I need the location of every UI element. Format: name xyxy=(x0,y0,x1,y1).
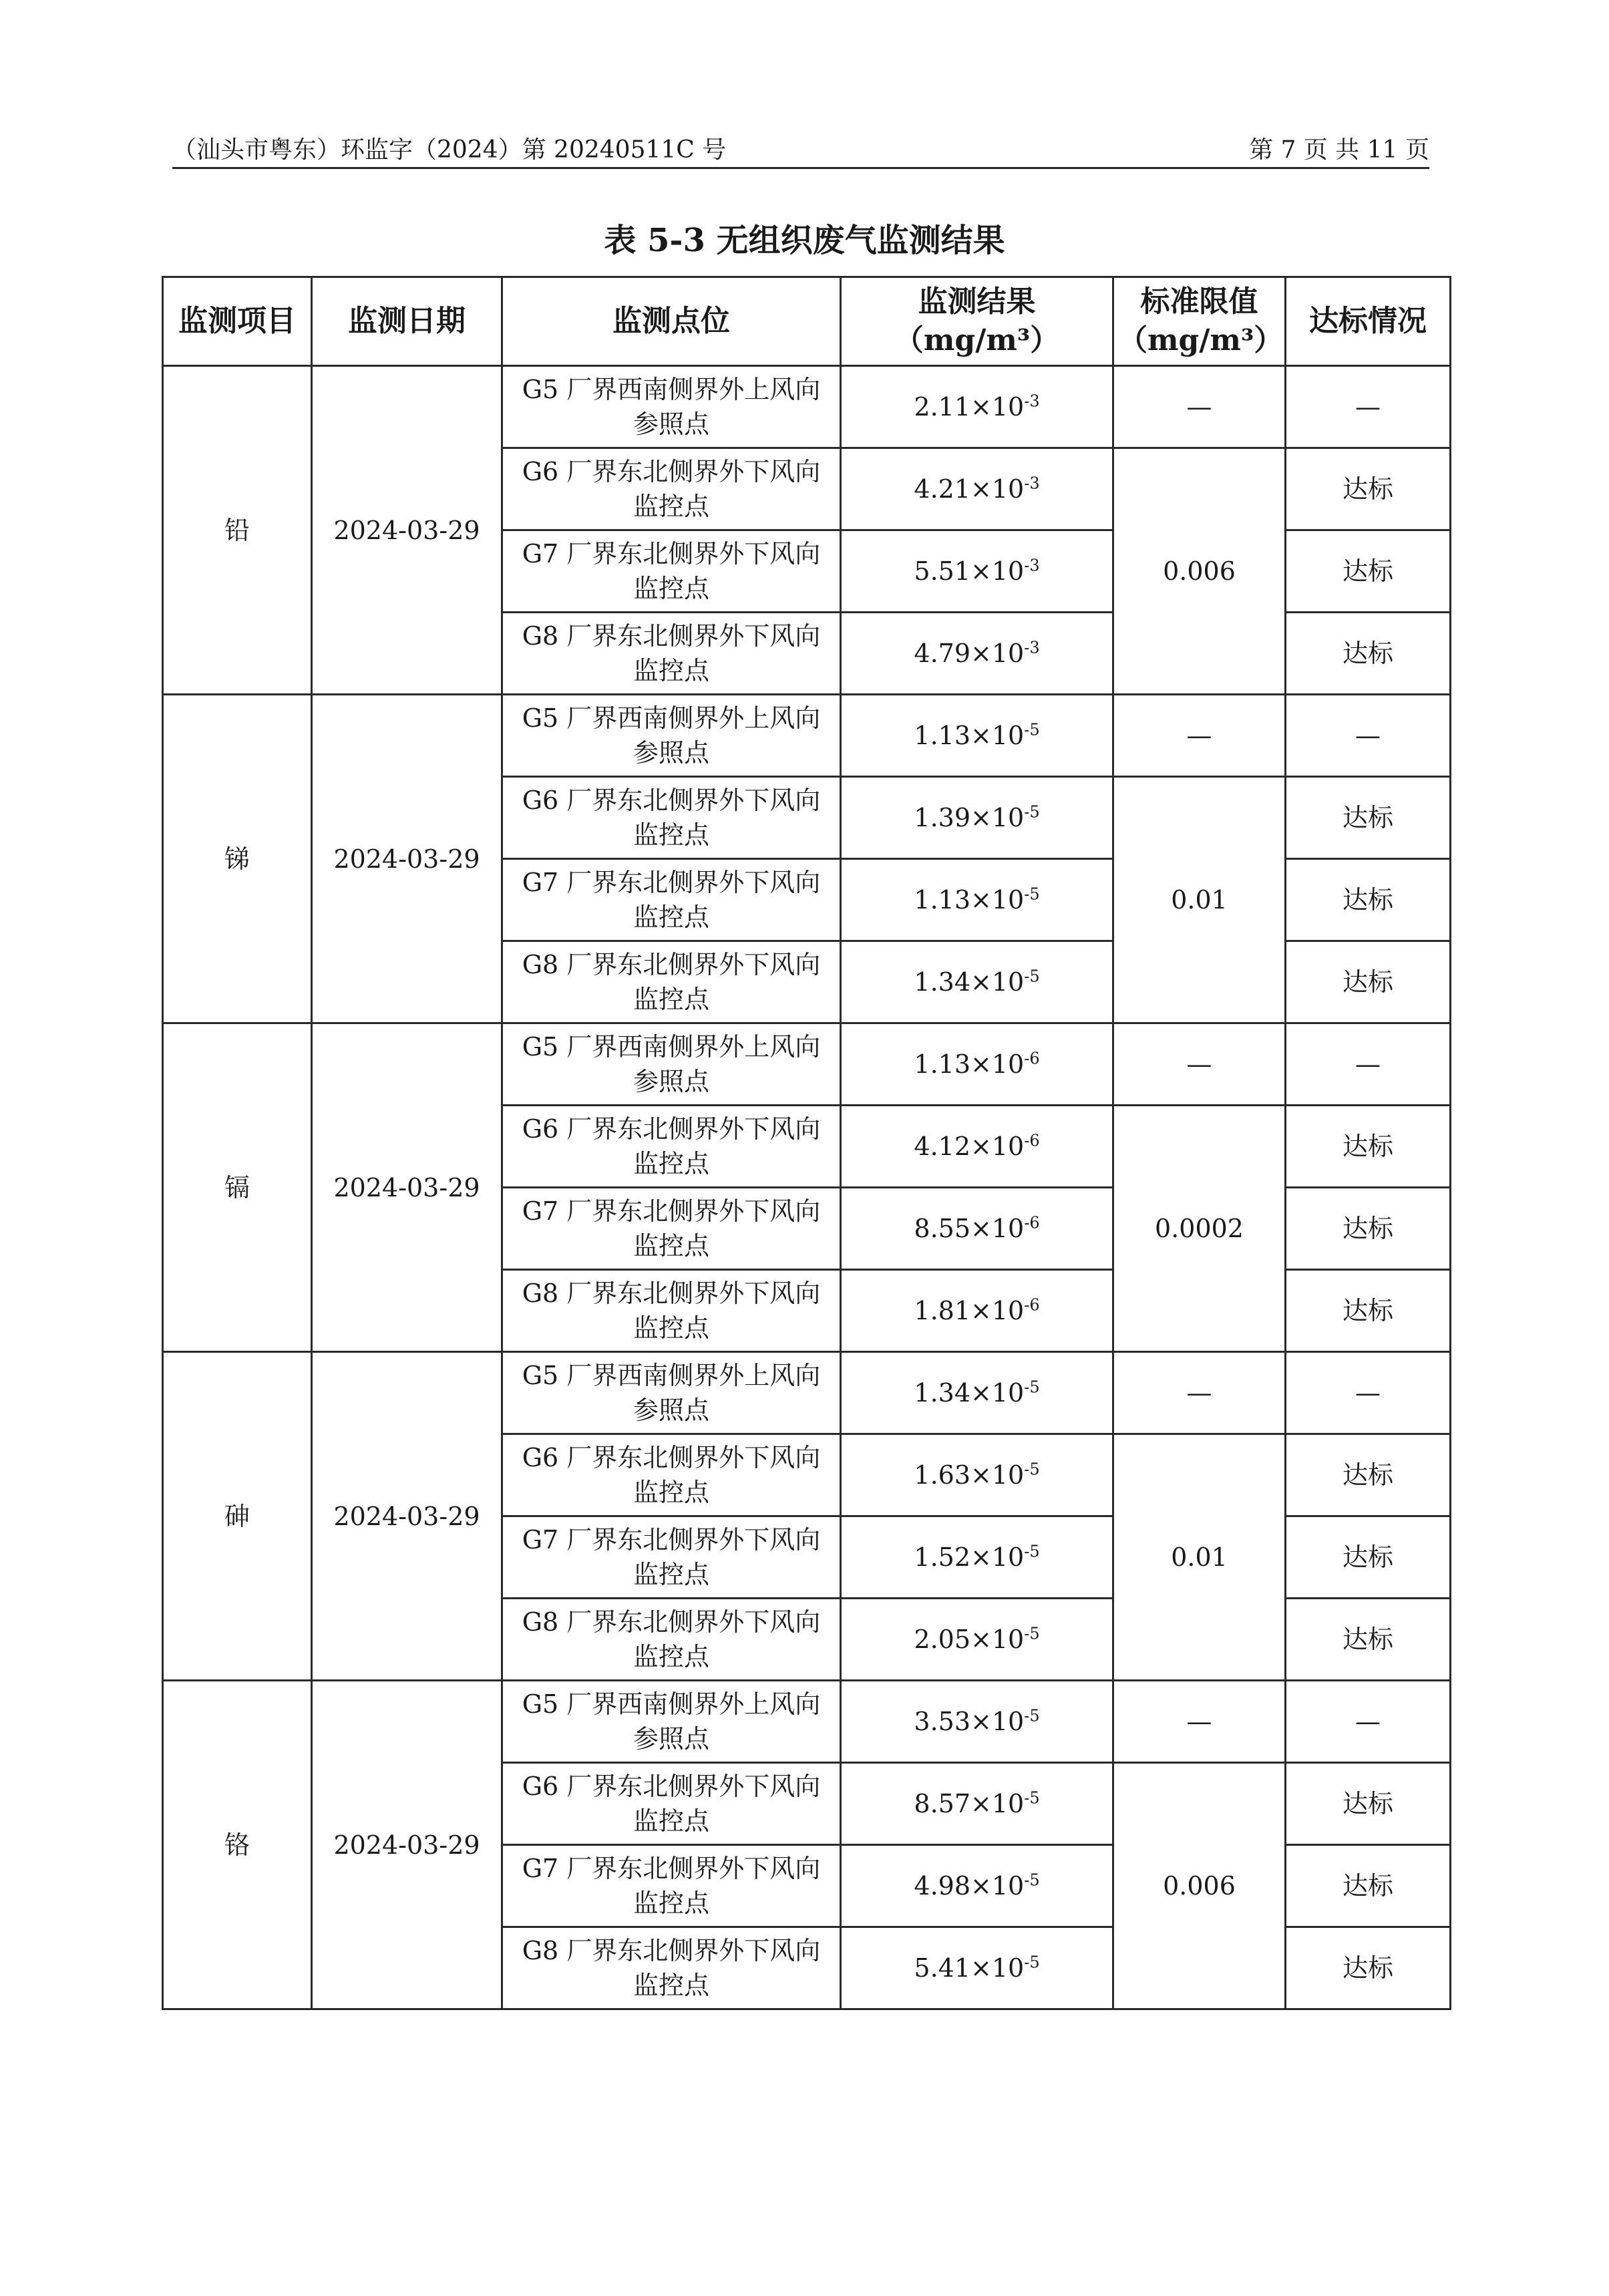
result-exponent: -5 xyxy=(1024,1788,1040,1808)
result-cell xyxy=(841,1023,1113,1106)
result-cell xyxy=(841,613,1113,695)
result-exponent: -3 xyxy=(1024,474,1040,493)
location-text: G7 厂界东北侧界外下风向监控点 xyxy=(522,1525,821,1589)
status-cell: 达标 xyxy=(1286,941,1451,1023)
location-text: G7 厂界东北侧界外下风向监控点 xyxy=(522,1196,821,1261)
limit-cell: — xyxy=(1113,1681,1286,1763)
result-cell xyxy=(841,941,1113,1023)
location-cell xyxy=(502,1270,841,1352)
item-cell: 镉 xyxy=(163,1023,312,1352)
location-text: G6 厂界东北侧界外下风向监控点 xyxy=(522,457,821,521)
result-cell xyxy=(841,366,1113,448)
status-cell: — xyxy=(1286,1352,1451,1434)
result-exponent: -6 xyxy=(1024,1213,1040,1233)
result-mantissa: 1.81×10 xyxy=(914,1296,1025,1325)
limit-cell: 0.006 xyxy=(1113,1763,1286,2009)
result-cell xyxy=(841,1434,1113,1516)
result-cell xyxy=(841,695,1113,777)
location-cell xyxy=(502,1845,841,1927)
location-text: G8 厂界东北侧界外下风向监控点 xyxy=(522,1279,821,1343)
result-mantissa: 1.13×10 xyxy=(914,721,1025,750)
result-exponent: -5 xyxy=(1024,1706,1040,1726)
result-cell xyxy=(841,1599,1113,1681)
limit-cell: 0.006 xyxy=(1113,448,1286,695)
table-title: 表 5-3 无组织废气监测结果 xyxy=(604,222,1005,259)
status-cell: 达标 xyxy=(1286,1188,1451,1270)
location-cell xyxy=(502,613,841,695)
result-mantissa: 5.51×10 xyxy=(914,556,1025,586)
location-cell xyxy=(502,1681,841,1763)
results-table xyxy=(162,276,1451,2010)
status-cell: 达标 xyxy=(1286,1927,1451,2009)
location-text: G6 厂界东北侧界外下风向监控点 xyxy=(522,1114,821,1178)
limit-cell: — xyxy=(1113,366,1286,448)
result-exponent: -3 xyxy=(1024,638,1040,657)
location-cell xyxy=(502,1188,841,1270)
result-cell xyxy=(841,1845,1113,1927)
result-exponent: -5 xyxy=(1024,884,1040,904)
location-cell xyxy=(502,1023,841,1106)
location-text: G8 厂界东北侧界外下风向监控点 xyxy=(522,621,821,685)
column-header-result-line1: 监测结果 xyxy=(918,285,1036,319)
limit-cell: — xyxy=(1113,695,1286,777)
document-number: （汕头市粤东）环监字（2024）第 20240511C 号 xyxy=(172,136,727,164)
status-cell: 达标 xyxy=(1286,530,1451,613)
location-cell xyxy=(502,530,841,613)
result-cell xyxy=(841,859,1113,941)
limit-cell: 0.0002 xyxy=(1113,1106,1286,1352)
column-header-limit xyxy=(1113,277,1286,366)
status-cell: 达标 xyxy=(1286,613,1451,695)
location-text: G7 厂界东北侧界外下风向监控点 xyxy=(522,539,821,603)
column-header-limit-line1: 标准限值 xyxy=(1140,285,1258,319)
result-mantissa: 4.21×10 xyxy=(914,474,1025,504)
result-exponent: -5 xyxy=(1024,1624,1040,1643)
date-cell: 2024-03-29 xyxy=(312,366,502,695)
result-cell xyxy=(841,1763,1113,1845)
column-header-status: 达标情况 xyxy=(1286,277,1451,366)
table-row xyxy=(163,1023,1451,1106)
result-cell xyxy=(841,1106,1113,1188)
page-number: 第 7 页 共 11 页 xyxy=(1249,136,1429,164)
location-text: G5 厂界西南侧界外上风向参照点 xyxy=(522,1689,821,1754)
date-cell: 2024-03-29 xyxy=(312,1352,502,1681)
location-cell xyxy=(502,859,841,941)
limit-cell: 0.01 xyxy=(1113,777,1286,1023)
result-mantissa: 1.39×10 xyxy=(914,803,1025,832)
result-exponent: -5 xyxy=(1024,967,1040,986)
limit-cell: 0.01 xyxy=(1113,1434,1286,1681)
location-cell xyxy=(502,1599,841,1681)
item-cell: 砷 xyxy=(163,1352,312,1681)
result-cell xyxy=(841,1681,1113,1763)
status-cell: 达标 xyxy=(1286,777,1451,859)
column-header-limit-line2: （mg/m³） xyxy=(1118,323,1284,357)
result-cell xyxy=(841,1516,1113,1599)
result-mantissa: 4.98×10 xyxy=(914,1871,1025,1901)
table-row xyxy=(163,1681,1451,1763)
status-cell: 达标 xyxy=(1286,1845,1451,1927)
location-cell xyxy=(502,695,841,777)
result-mantissa: 1.34×10 xyxy=(914,1378,1025,1408)
status-cell: 达标 xyxy=(1286,1599,1451,1681)
location-cell xyxy=(502,1434,841,1516)
result-cell xyxy=(841,1352,1113,1434)
location-text: G5 厂界西南侧界外上风向参照点 xyxy=(522,703,821,768)
location-text: G8 厂界东北侧界外下风向监控点 xyxy=(522,1936,821,2000)
result-mantissa: 2.11×10 xyxy=(914,392,1025,422)
result-exponent: -5 xyxy=(1024,1953,1040,1972)
status-cell: 达标 xyxy=(1286,1270,1451,1352)
location-text: G7 厂界东北侧界外下风向监控点 xyxy=(522,868,821,932)
result-exponent: -5 xyxy=(1024,1460,1040,1479)
location-text: G5 厂界西南侧界外上风向参照点 xyxy=(522,375,821,439)
result-exponent: -3 xyxy=(1024,391,1040,411)
result-mantissa: 1.13×10 xyxy=(914,1049,1025,1079)
column-header-location: 监测点位 xyxy=(502,277,841,366)
table-row xyxy=(163,1352,1451,1434)
location-text: G8 厂界东北侧界外下风向监控点 xyxy=(522,1607,821,1671)
date-cell: 2024-03-29 xyxy=(312,1681,502,2009)
location-text: G5 厂界西南侧界外上风向参照点 xyxy=(522,1032,821,1096)
result-cell xyxy=(841,1927,1113,2009)
result-exponent: -5 xyxy=(1024,1542,1040,1561)
location-cell xyxy=(502,448,841,530)
location-text: G8 厂界东北侧界外下风向监控点 xyxy=(522,950,821,1014)
result-mantissa: 1.63×10 xyxy=(914,1460,1025,1490)
date-cell: 2024-03-29 xyxy=(312,1023,502,1352)
result-mantissa: 5.41×10 xyxy=(914,1953,1025,1983)
limit-cell: — xyxy=(1113,1352,1286,1434)
item-cell: 铬 xyxy=(163,1681,312,2009)
status-cell: 达标 xyxy=(1286,1516,1451,1599)
result-cell xyxy=(841,1188,1113,1270)
location-text: G6 厂界东北侧界外下风向监控点 xyxy=(522,1443,821,1507)
result-mantissa: 4.79×10 xyxy=(914,639,1025,668)
result-cell xyxy=(841,530,1113,613)
table-header-row xyxy=(163,277,1451,366)
column-header-item: 监测项目 xyxy=(163,277,312,366)
column-header-result-line2: （mg/m³） xyxy=(894,323,1060,357)
location-text: G7 厂界东北侧界外下风向监控点 xyxy=(522,1854,821,1918)
date-cell: 2024-03-29 xyxy=(312,695,502,1023)
status-cell: — xyxy=(1286,1023,1451,1106)
result-exponent: -3 xyxy=(1024,556,1040,575)
table-row xyxy=(163,695,1451,777)
status-cell: 达标 xyxy=(1286,448,1451,530)
result-mantissa: 4.12×10 xyxy=(914,1132,1025,1161)
status-cell: — xyxy=(1286,1681,1451,1763)
result-exponent: -6 xyxy=(1024,1049,1040,1068)
location-cell xyxy=(502,777,841,859)
result-exponent: -5 xyxy=(1024,1870,1040,1890)
result-mantissa: 8.55×10 xyxy=(914,1214,1025,1243)
table-row xyxy=(163,366,1451,448)
result-mantissa: 2.05×10 xyxy=(914,1625,1025,1654)
result-exponent: -6 xyxy=(1024,1295,1040,1315)
status-cell: 达标 xyxy=(1286,1763,1451,1845)
item-cell: 铅 xyxy=(163,366,312,695)
result-mantissa: 3.53×10 xyxy=(914,1707,1025,1736)
result-mantissa: 8.57×10 xyxy=(914,1789,1025,1818)
status-cell: 达标 xyxy=(1286,1434,1451,1516)
column-header-date: 监测日期 xyxy=(312,277,502,366)
location-text: G5 厂界西南侧界外上风向参照点 xyxy=(522,1361,821,1425)
location-cell xyxy=(502,1516,841,1599)
result-mantissa: 1.34×10 xyxy=(914,967,1025,997)
item-cell: 锑 xyxy=(163,695,312,1023)
location-cell xyxy=(502,1352,841,1434)
page-header xyxy=(172,134,1429,169)
result-exponent: -5 xyxy=(1024,1377,1040,1397)
status-cell: — xyxy=(1286,366,1451,448)
location-cell xyxy=(502,1763,841,1845)
column-header-result xyxy=(841,277,1113,366)
location-cell xyxy=(502,941,841,1023)
location-cell xyxy=(502,1106,841,1188)
result-exponent: -5 xyxy=(1024,720,1040,740)
location-text: G6 厂界东北侧界外下风向监控点 xyxy=(522,786,821,850)
status-cell: 达标 xyxy=(1286,859,1451,941)
result-exponent: -6 xyxy=(1024,1131,1040,1150)
result-mantissa: 1.13×10 xyxy=(914,885,1025,915)
result-cell xyxy=(841,1270,1113,1352)
status-cell: 达标 xyxy=(1286,1106,1451,1188)
result-exponent: -5 xyxy=(1024,802,1040,822)
location-cell xyxy=(502,366,841,448)
result-cell xyxy=(841,777,1113,859)
limit-cell: — xyxy=(1113,1023,1286,1106)
status-cell: — xyxy=(1286,695,1451,777)
location-cell xyxy=(502,1927,841,2009)
location-text: G6 厂界东北侧界外下风向监控点 xyxy=(522,1772,821,1836)
result-mantissa: 1.52×10 xyxy=(914,1542,1025,1572)
result-cell xyxy=(841,448,1113,530)
